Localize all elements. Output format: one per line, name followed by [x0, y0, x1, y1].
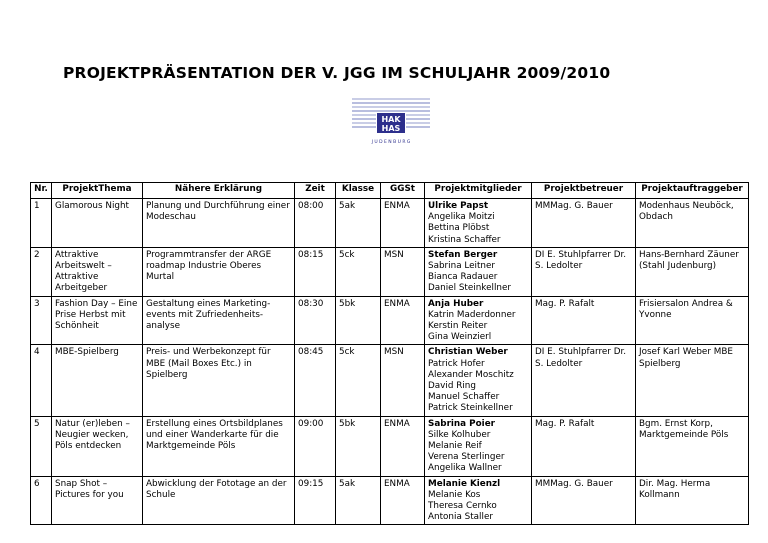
cell-nr: 2 [31, 247, 52, 296]
cell-ggst: ENMA [381, 296, 425, 345]
cell-mitglieder [425, 199, 532, 248]
member: Theresa Cernko [428, 501, 497, 512]
logo-caption: J U D E N B U R G [371, 140, 411, 145]
cell-betreuer: DI E. Stuhlpfarrer Dr. S. Ledolter [532, 345, 636, 416]
cell-thema: Natur (er)leben – Neugier wecken, Pöls entdecken [52, 416, 143, 476]
cell-erklaerung: Gestaltung eines Marketing-events mit Zufriedenheits-analyse [143, 296, 295, 345]
cell-nr: 3 [31, 296, 52, 345]
document-title: PROJEKTPRÄSENTATION DER V. JGG IM SCHULJAHR 2009/2010 [63, 64, 611, 82]
header-zeit: Zeit [295, 183, 336, 199]
cell-ggst: ENMA [381, 199, 425, 248]
project-table [30, 182, 749, 525]
cell-auftraggeber: Frisiersalon Andrea & Yvonne [636, 296, 749, 345]
member: Kristina Schaffer [428, 234, 501, 245]
member: Angelika Moitzi [428, 212, 495, 223]
cell-erklaerung: Erstellung eines Ortsbildplanes und einer Wanderkarte für die Marktgemeinde Pöls [143, 416, 295, 476]
header-erklaerung: Nähere Erklärung [143, 183, 295, 199]
cell-thema: Attraktive Arbeitswelt – Attraktive Arbeitgeber [52, 247, 143, 296]
cell-thema: Glamorous Night [52, 199, 143, 248]
cell-zeit: 08:15 [295, 247, 336, 296]
cell-ggst: MSN [381, 247, 425, 296]
cell-betreuer: MMMag. G. Bauer [532, 476, 636, 525]
header-mitglieder: Projektmitglieder [425, 183, 532, 199]
member-lead: Ulrike Papst [428, 201, 489, 211]
cell-betreuer: MMMag. G. Bauer [532, 199, 636, 248]
table-row [31, 476, 749, 525]
member: Silke Kolhuber [428, 429, 491, 440]
cell-nr: 1 [31, 199, 52, 248]
cell-auftraggeber: Josef Karl Weber MBE Spielberg [636, 345, 749, 416]
cell-auftraggeber: Bgm. Ernst Korp, Marktgemeinde Pöls [636, 416, 749, 476]
member: Melanie Kos [428, 489, 481, 500]
cell-auftraggeber: Modenhaus Neuböck, Obdach [636, 199, 749, 248]
cell-mitglieder [425, 345, 532, 416]
cell-mitglieder [425, 416, 532, 476]
member-lead: Melanie Kienzl [428, 478, 501, 489]
cell-klasse: 5ak [336, 476, 381, 525]
cell-betreuer: DI E. Stuhlpfarrer Dr. S. Ledolter [532, 247, 636, 296]
cell-mitglieder [425, 476, 532, 525]
cell-zeit: 08:45 [295, 345, 336, 416]
cell-nr: 4 [31, 345, 52, 416]
cell-erklaerung: Planung und Durchführung einer Modeschau [143, 199, 295, 248]
cell-klasse: 5ak [336, 199, 381, 248]
member-lead: Sabrina Poier [428, 418, 495, 429]
member: Melanie Reif [428, 441, 482, 452]
cell-auftraggeber: Hans-Bernhard Zäuner (Stahl Judenburg) [636, 247, 749, 296]
header-auftraggeber: Projektauftraggeber [636, 183, 749, 199]
cell-thema: Fashion Day – Eine Prise Herbst mit Schönheit [52, 296, 143, 345]
member: Verena Sterlinger [428, 452, 505, 463]
table-header-row [31, 183, 749, 199]
cell-klasse: 5bk [336, 416, 381, 476]
cell-klasse: 5bk [336, 296, 381, 345]
member-lead: Christian Weber [428, 347, 508, 358]
table-row [31, 416, 749, 476]
cell-auftraggeber: Dir. Mag. Herma Kollmann [636, 476, 749, 525]
school-logo [352, 96, 430, 146]
logo-has: HAS [381, 124, 401, 133]
member: Sabrina Leitner [428, 261, 496, 272]
cell-erklaerung: Abwicklung der Fototage an der Schule [143, 476, 295, 525]
cell-ggst: ENMA [381, 416, 425, 476]
member: Alexander Moschitz [428, 369, 514, 380]
member: Antonia Staller [428, 512, 493, 523]
cell-klasse: 5ck [336, 345, 381, 416]
member: Gina Weinzierl [428, 332, 492, 343]
member: Bettina Plöbst [428, 223, 490, 234]
cell-zeit: 09:15 [295, 476, 336, 525]
cell-nr: 6 [31, 476, 52, 525]
table-row [31, 345, 749, 416]
cell-mitglieder [425, 296, 532, 345]
table-row [31, 247, 749, 296]
member: Angelika Wallner [428, 463, 502, 474]
cell-nr: 5 [31, 416, 52, 476]
member: Patrick Steinkellner [428, 403, 513, 414]
cell-thema: Snap Shot – Pictures for you [52, 476, 143, 525]
member-lead: Stefan Berger [428, 249, 498, 260]
table-row [31, 199, 749, 248]
cell-zeit: 08:00 [295, 199, 336, 248]
member: David Ring [428, 381, 476, 392]
cell-thema: MBE-Spielberg [52, 345, 143, 416]
cell-zeit: 09:00 [295, 416, 336, 476]
cell-erklaerung: Preis- und Werbekonzept für MBE (Mail Boxes Etc.) in Spielberg [143, 345, 295, 416]
cell-ggst: ENMA [381, 476, 425, 525]
member-lead: Anja Huber [428, 298, 484, 309]
cell-betreuer: Mag. P. Rafalt [532, 296, 636, 345]
header-nr: Nr. [31, 183, 52, 199]
header-thema: ProjektThema [52, 183, 143, 199]
header-klasse: Klasse [336, 183, 381, 199]
cell-mitglieder [425, 247, 532, 296]
member: Daniel Steinkellner [428, 283, 511, 294]
cell-klasse: 5ck [336, 247, 381, 296]
header-ggst: GGSt [381, 183, 425, 199]
member: Patrick Hofer [428, 358, 485, 369]
header-betreuer: Projektbetreuer [532, 183, 636, 199]
cell-erklaerung: Programmtransfer der ARGE roadmap Industrie Oberes Murtal [143, 247, 295, 296]
table-row [31, 296, 749, 345]
member: Manuel Schaffer [428, 392, 500, 403]
cell-ggst: MSN [381, 345, 425, 416]
member: Bianca Radauer [428, 272, 498, 283]
member: Kerstin Reiter [428, 321, 488, 332]
member: Katrin Maderdonner [428, 309, 516, 320]
logo-hak: HAK [381, 115, 401, 124]
cell-zeit: 08:30 [295, 296, 336, 345]
cell-betreuer: Mag. P. Rafalt [532, 416, 636, 476]
